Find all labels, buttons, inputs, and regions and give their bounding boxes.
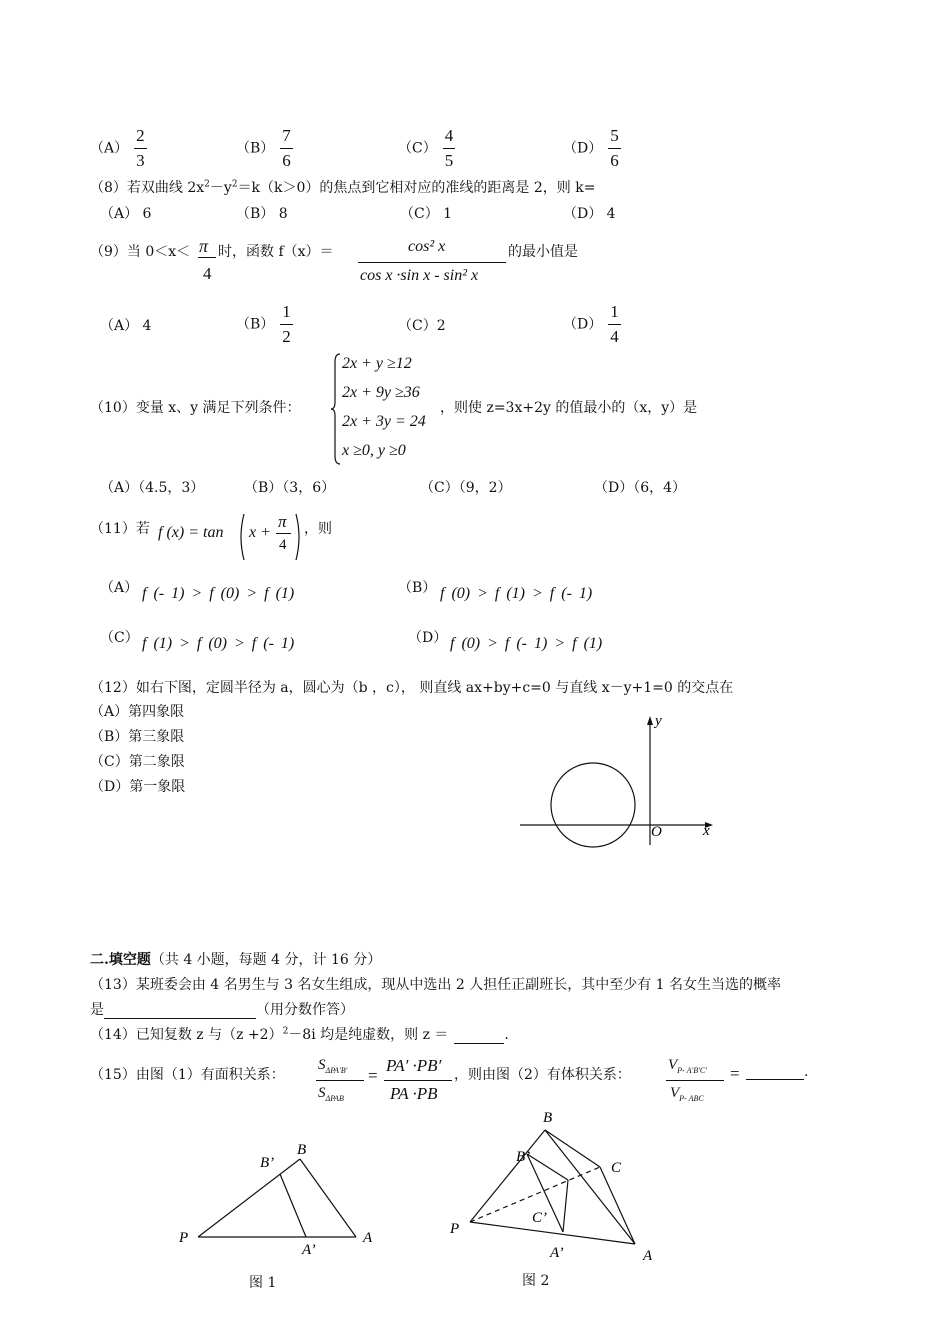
q8-option-a: （A） 6 (100, 206, 152, 222)
q11-option-d-expr: f (0) > f (- 1) > f (1) (450, 635, 603, 652)
y-label: y (655, 713, 662, 729)
q12-stem: （12）如右下图，定圆半径为 a，圆心为（b ，c）， 则直线 ax+by+c=0 与直线 x－y+1=0 的交点在 (90, 680, 734, 696)
q15-eq: = (368, 1066, 378, 1085)
q13-line2: 是 （用分数作答） (90, 1002, 354, 1018)
q15-stem-b: ，则由图（2）有体积关系： (454, 1067, 631, 1083)
q15-v-bar (666, 1080, 724, 1081)
fig2-edge-bc (545, 1130, 600, 1167)
fig2-label-a1: A’ (550, 1245, 564, 1261)
fig1-label-b1: B’ (260, 1155, 275, 1171)
q10-condition-2: 2x + 9y ≥36 (342, 384, 420, 401)
q10-option-a: （A）（4.5，3） (100, 480, 205, 496)
fig2-label-b: B (543, 1110, 553, 1126)
q11-option-b-label: （B） (398, 580, 437, 596)
q7-option-d: （D） $\frac{5}{6}$ (563, 126, 619, 170)
fig2-label-b1: B’ (516, 1149, 531, 1165)
q15-v-num: $V_{P- A'B'C'}$ (668, 1057, 707, 1075)
q12-option-c: （C）第二象限 (90, 754, 185, 770)
fig2-label-c1: C’ (532, 1210, 547, 1226)
q11-func: f (x) = tan (158, 524, 224, 541)
q11-option-d-label: （D） (408, 630, 448, 646)
figure-2-caption: 图 2 (522, 1273, 550, 1289)
q9-option-a: （A） 4 (100, 318, 152, 334)
q7-option-b: （B） $\frac{7}{6}$ (236, 126, 291, 170)
fig1-label-p: P (179, 1230, 189, 1246)
q15-ratio-den: PA ·PB (390, 1084, 438, 1103)
q9-frac-bar-main (358, 262, 506, 263)
q9-frac-bar (198, 257, 216, 258)
q12-option-b: （B）第三象限 (90, 729, 185, 745)
q15-eq2: = (730, 1064, 740, 1083)
q10-stem-a: （10）变量 x、y 满足下列条件： (90, 400, 301, 416)
q9-option-b: （B） $\frac{1}{2}$ (236, 302, 291, 346)
fig2-edge-pb (470, 1130, 545, 1222)
q11-option-c-expr: f (1) > f (0) > f (- 1) (142, 635, 295, 652)
q9-stem-a: （9）当 0＜x＜ (90, 244, 191, 260)
q10-option-c: （C）（9，2） (420, 480, 512, 496)
x-label: x (703, 823, 710, 839)
q9-stem-b: 时，函数 f（x）＝ (218, 244, 334, 260)
fig2-edge-pa (470, 1222, 635, 1244)
q9-pi: π (199, 236, 209, 256)
q9-frac-den: cos x ·sin x - sin² x (360, 267, 479, 284)
q11-pi: π (278, 512, 287, 531)
q9-frac-num: cos² x (408, 238, 446, 255)
q8-stem: （8）若双曲线 $2x^2-y^2=k(k>0)$的焦点到它相对应的准线的距离是 2，则 k= (90, 179, 596, 196)
q13-line1: （13）某班委会由 4 名男生与 3 名女生组成，现从中选出 2 人担任正副班长，其中至少有 1 名女生当选的概率 (90, 977, 782, 993)
q14-answer-blank[interactable] (454, 1029, 504, 1044)
q15-v-den: $V_{P- ABC}$ (670, 1085, 704, 1103)
fig1-label-a: A (363, 1230, 373, 1246)
y-axis-arrow (647, 716, 653, 725)
q8-option-c: （C） 1 (400, 206, 453, 222)
figure-1 (170, 1135, 390, 1255)
q10-condition-3: 2x + 3y = 24 (342, 413, 426, 430)
q11-option-c-label: （C） (100, 630, 139, 646)
q10-brace (330, 352, 342, 466)
q11-option-a-expr: f (- 1) > f (0) > f (1) (142, 585, 295, 602)
origin-label: O (651, 824, 662, 840)
fig2-label-p: P (450, 1221, 460, 1237)
q8-option-d: （D） 4 (563, 206, 616, 222)
q12-option-a: （A）第四象限 (90, 704, 185, 720)
q15-s-bar (316, 1080, 364, 1081)
q12-figure (515, 705, 725, 850)
fig1-edge-ab (300, 1159, 356, 1237)
q11-option-a-label: （A） (100, 580, 139, 596)
q7-option-c: （C） $\frac{4}{5}$ (398, 126, 454, 170)
q15-s-den: $S_{\Delta PAB}$ (318, 1085, 344, 1103)
fig1-edge-b1a1 (280, 1174, 306, 1237)
q7-option-a: （A） $\frac{2}{3}$ (90, 126, 145, 170)
section2-header: 二.填空题（共 4 小题，每题 4 分，计 16 分） (90, 952, 382, 968)
q15-stem-a: （15）由图（1）有面积关系： (90, 1067, 285, 1083)
q14-stem: （14）已知复数 z 与$(z +2)^2-8i$ 均是纯虚数，则 z ＝ . (90, 1026, 509, 1043)
fig1-label-a1: A’ (302, 1242, 316, 1255)
q10-condition-4: x ≥0, y ≥0 (342, 442, 406, 459)
q10-condition-1: 2x + y ≥12 (342, 355, 412, 372)
circle (551, 763, 635, 847)
q9-stem-c: 的最小值是 (508, 244, 578, 260)
fig1-edge-pb (198, 1159, 300, 1237)
q10-stem-b: ，则使 z=3x+2y 的值最小的（x，y）是 (440, 400, 698, 416)
q9-option-c: （C）2 (398, 318, 446, 334)
q10-option-d: （D）（6，4） (594, 480, 687, 496)
fig1-label-b: B (297, 1142, 307, 1158)
q15-tail: . (746, 1064, 808, 1080)
figure-2 (440, 1104, 680, 1266)
q11-frac-bar (276, 533, 291, 534)
q13-answer-blank[interactable] (104, 1004, 256, 1019)
q15-ratio-bar (384, 1080, 452, 1081)
fig2-label-c: C (611, 1160, 622, 1176)
q8-option-b: （B） 8 (236, 206, 288, 222)
q9-option-d: （D） $\frac{1}{4}$ (563, 302, 619, 346)
fig2-edge-ba (545, 1130, 635, 1244)
q10-option-b: （B）（3，6） (244, 480, 336, 496)
q9-four: 4 (203, 264, 212, 283)
q11-option-b-expr: f (0) > f (1) > f (- 1) (440, 585, 593, 602)
q11-stem-b: ，则 (304, 521, 332, 537)
fig2-edge-c1a1 (563, 1180, 568, 1232)
figure-1-caption: 图 1 (249, 1275, 277, 1291)
q11-stem-a: （11）若 (90, 521, 150, 537)
q15-s-num: $S_{\Delta PA'B'}$ (318, 1057, 348, 1075)
q15-ratio-num: PA′ ·PB′ (386, 1056, 442, 1075)
q15-answer-blank[interactable] (746, 1065, 804, 1080)
q11-inner: x + (249, 524, 271, 541)
q12-option-d: （D）第一象限 (90, 779, 186, 795)
q11-four: 4 (279, 537, 287, 553)
fig2-label-a: A (643, 1248, 653, 1264)
